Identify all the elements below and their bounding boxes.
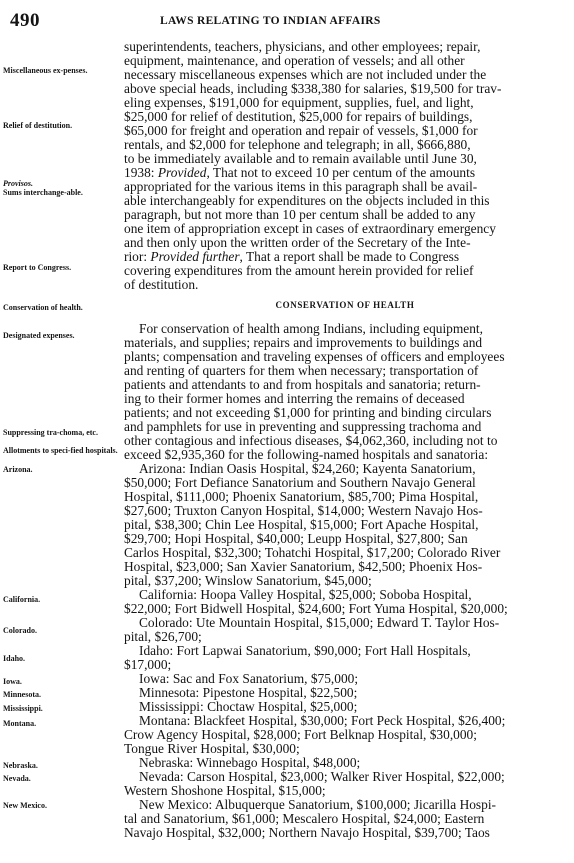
margin-note: Colorado. <box>3 626 37 635</box>
text-line <box>124 504 566 518</box>
text-line <box>139 770 566 784</box>
margin-note: Minnesota. <box>3 690 41 699</box>
text-run: For conservation of health among Indians, including equipment, <box>139 322 483 336</box>
margin-note: Designated expenses. <box>3 331 75 340</box>
text-run: $22,000; Fort Bidwell Hospital, $24,600; Fort Yuma Hospital, $20,000; <box>124 602 508 616</box>
text-run: Tongue River Hospital, $30,000; <box>124 742 300 756</box>
text-line <box>139 462 566 476</box>
text-run: paragraph, but not more than 10 per centum shall be added to any <box>124 208 476 222</box>
text-line <box>124 826 566 840</box>
text-line <box>139 700 566 714</box>
text-run: above special heads, including $338,380 for salaries, $19,500 for trav- <box>124 82 502 96</box>
text-run: and then only upon the written order of the Secretary of the Inte- <box>124 236 471 250</box>
text-line <box>124 560 566 574</box>
text-line <box>124 166 566 180</box>
text-line <box>124 40 566 54</box>
text-line <box>124 546 566 560</box>
text-run: equipment, maintenance, and operation of vessels; and all other <box>124 54 465 68</box>
text-line <box>124 350 566 364</box>
text-run: able interchangeably for expenditures on the objects included in this <box>124 194 490 208</box>
text-run: Navajo Hospital, $32,000; Northern Navajo Hospital, $39,700; Taos <box>124 826 490 840</box>
text-run: tal and Sanatorium, $61,000; Mescalero Hospital, $24,000; Eastern <box>124 812 485 826</box>
text-run: Carlos Hospital, $32,300; Tohatchi Hospital, $17,200; Colorado River <box>124 546 501 560</box>
page-number: 490 <box>10 10 40 31</box>
text-run: one item of appropriation except in cases of extraordinary emergency <box>124 222 496 236</box>
margin-note: Nebraska. <box>3 761 38 770</box>
text-line <box>124 420 566 434</box>
text-line <box>124 68 566 82</box>
text-line <box>124 250 566 264</box>
margin-note: Iowa. <box>3 677 22 686</box>
text-line <box>124 138 566 152</box>
text-run: Montana: Blackfeet Hospital, $30,000; Fort Peck Hospital, $26,400; <box>139 714 506 728</box>
text-line <box>139 672 566 686</box>
margin-note: Nevada. <box>3 774 31 783</box>
text-line <box>139 322 566 336</box>
text-run: Idaho: Fort Lapwai Sanatorium, $90,000; Fort Hall Hospitals, <box>139 644 471 658</box>
italic-text-run: Provided <box>157 166 207 180</box>
margin-note: Miscellaneous ex-penses. <box>3 66 88 75</box>
text-run: patients and attendants to and from hospitals and sanatoria; return- <box>124 378 481 392</box>
text-line <box>124 742 566 756</box>
text-run: rentals, and $2,000 for telephone and telegraph; in all, $666,880, <box>124 138 471 152</box>
text-line <box>139 714 566 728</box>
text-run: and pamphlets for use in preventing and suppressing trachoma and <box>124 420 482 434</box>
text-run: to be immediately available and to remain available until June 30, <box>124 152 477 166</box>
text-line <box>124 180 566 194</box>
text-line <box>124 264 566 278</box>
text-line <box>124 236 566 250</box>
text-line <box>139 644 566 658</box>
running-head <box>10 10 564 32</box>
text-run: 1938: <box>124 166 158 180</box>
margin-note: New Mexico. <box>3 801 47 810</box>
margin-note: Idaho. <box>3 654 26 663</box>
text-run: New Mexico: Albuquerque Sanatorium, $100,000; Jicarilla Hospi- <box>139 798 497 812</box>
italic-text-run: Provided further <box>150 250 240 264</box>
text-run: $25,000 for relief of destitution, $25,000 for repairs of buildings, <box>124 110 473 124</box>
text-line <box>124 392 566 406</box>
text-run: plants; compensation and traveling expenses of officers and employees <box>124 350 505 364</box>
text-line <box>124 124 566 138</box>
text-run: pital, $26,700; <box>124 630 202 644</box>
text-run: eling expenses, $191,000 for equipment, supplies, fuel, and light, <box>124 96 474 110</box>
margin-note: Montana. <box>3 719 37 728</box>
text-line <box>124 490 566 504</box>
text-line <box>124 54 566 68</box>
text-run: Hospital, $111,000; Phoenix Sanatorium, $85,700; Pima Hospital, <box>124 490 479 504</box>
text-line <box>139 798 566 812</box>
text-line <box>124 110 566 124</box>
margin-note: California. <box>3 595 41 604</box>
text-line <box>124 532 566 546</box>
text-run: covering expenditures from the amount herein provided for relief <box>124 264 474 278</box>
text-run: materials, and supplies; repairs and improvements to buildings and <box>124 336 483 350</box>
text-run: necessary miscellaneous expenses which are not included under the <box>124 68 487 82</box>
margin-note: Provisos. <box>3 179 33 188</box>
text-run: superintendents, teachers, physicians, and other employees; repair, <box>124 40 481 54</box>
text-line <box>124 574 566 588</box>
text-run: Colorado: Ute Mountain Hospital, $15,000; Edward T. Taylor Hos- <box>139 616 500 630</box>
text-run: pital, $38,300; Chin Lee Hospital, $15,000; Fort Apache Hospital, <box>124 518 479 532</box>
text-run: and renting of quarters for them when necessary; transportation of <box>124 364 479 378</box>
text-run: $29,700; Hopi Hospital, $40,000; Leupp Hospital, $27,800; San <box>124 532 468 546</box>
text-line <box>124 208 566 222</box>
page-header-title: LAWS RELATING TO INDIAN AFFAIRS <box>160 15 381 27</box>
text-line <box>124 812 566 826</box>
text-line <box>124 364 566 378</box>
margin-note: Suppressing tra-choma, etc. <box>3 428 98 437</box>
text-run: Iowa: Sac and Fox Sanatorium, $75,000; <box>139 672 359 686</box>
text-run: appropriated for the various items in this paragraph shall be avail- <box>124 180 478 194</box>
text-run: $17,000; <box>124 658 172 672</box>
text-run: rior: <box>124 250 151 264</box>
margin-note: Conservation of health. <box>3 303 83 312</box>
text-run: exceed $2,935,360 for the following-named hospitals and sanatoria: <box>124 448 489 462</box>
margin-note: Mississippi. <box>3 704 43 713</box>
text-run: Minnesota: Pipestone Hospital, $22,500; <box>139 686 358 700</box>
margin-note: Relief of destitution. <box>3 121 73 130</box>
text-line <box>124 336 566 350</box>
text-line <box>124 152 566 166</box>
text-run: Nevada: Carson Hospital, $23,000; Walker River Hospital, $22,000; <box>139 770 505 784</box>
text-line <box>139 686 566 700</box>
text-line <box>124 784 566 798</box>
margin-note: Allotments to speci-fied hospitals. <box>3 446 118 455</box>
text-run: pital, $37,200; Winslow Sanatorium, $45,000; <box>124 574 372 588</box>
text-run: ing to their former homes and interring the remains of deceased <box>124 392 465 406</box>
text-line <box>124 602 566 616</box>
text-line <box>124 378 566 392</box>
text-run: Arizona: Indian Oasis Hospital, $24,260; Kayenta Sanatorium, <box>139 462 476 476</box>
text-run: of destitution. <box>124 278 199 292</box>
margin-note: Report to Congress. <box>3 263 72 272</box>
text-run: Crow Agency Hospital, $28,000; Fort Belknap Hospital, $30,000; <box>124 728 477 742</box>
text-run: Nebraska: Winnebago Hospital, $48,000; <box>139 756 361 770</box>
text-run: other contagious and infectious diseases, $4,062,360, including not to <box>124 434 498 448</box>
text-line <box>124 448 566 462</box>
text-line <box>124 518 566 532</box>
text-line <box>124 658 566 672</box>
text-run: $65,000 for freight and operation and repair of vessels, $1,000 for <box>124 124 478 138</box>
text-run: California: Hoopa Valley Hospital, $25,000; Soboba Hospital, <box>139 588 472 602</box>
text-run: patients; and not exceeding $1,000 for printing and binding circulars <box>124 406 492 420</box>
text-run: Hospital, $23,000; San Xavier Sanatorium, $42,500; Phoenix Hos- <box>124 560 483 574</box>
text-run: $27,600; Truxton Canyon Hospital, $14,000; Western Navajo Hos- <box>124 504 483 518</box>
text-line <box>124 406 566 420</box>
text-line <box>124 222 566 236</box>
text-line <box>124 476 566 490</box>
text-run: $50,000; Fort Defiance Sanatorium and Southern Navajo General <box>124 476 476 490</box>
text-line <box>124 96 566 110</box>
text-run: , That a report shall be made to Congress <box>239 250 460 264</box>
text-line <box>124 728 566 742</box>
text-line <box>124 630 566 644</box>
text-line <box>139 756 566 770</box>
text-run: Western Shoshone Hospital, $15,000; <box>124 784 326 798</box>
text-line <box>124 434 566 448</box>
text-line <box>139 588 566 602</box>
text-line <box>124 194 566 208</box>
text-run: , That not to exceed 10 per centum of the amounts <box>206 166 476 180</box>
margin-note: Arizona. <box>3 465 33 474</box>
text-line <box>139 616 566 630</box>
text-line <box>124 82 566 96</box>
text-line <box>124 278 566 292</box>
section-heading: CONSERVATION OF HEALTH <box>275 300 415 310</box>
margin-note: Sums interchange-able. <box>3 188 83 197</box>
text-run: Mississippi: Choctaw Hospital, $25,000; <box>139 700 358 714</box>
